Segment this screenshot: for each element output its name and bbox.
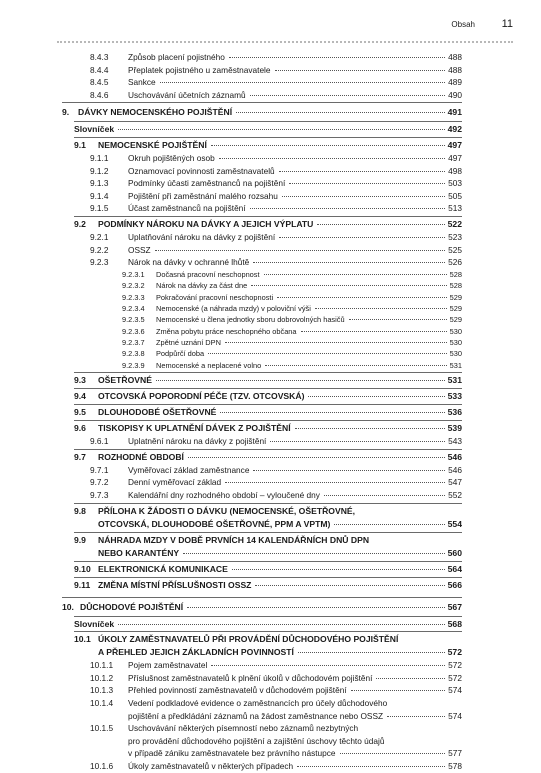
toc-entry-page: 522 xyxy=(447,218,462,229)
toc-entry-title: NEMOCENSKÉ POJIŠTĚNÍ xyxy=(98,139,207,150)
toc-entry-page: 574 xyxy=(448,685,462,696)
toc-section[interactable] xyxy=(62,422,462,435)
toc-subentry[interactable] xyxy=(62,292,462,303)
toc-entry-title: Nárok na dávky za část dne xyxy=(156,281,248,291)
toc-entry[interactable] xyxy=(62,76,462,89)
toc-entry-page: 560 xyxy=(447,547,462,558)
toc-entry-number: 9.6.1 xyxy=(90,436,109,447)
dot-leader xyxy=(349,319,447,320)
section-divider xyxy=(74,216,462,217)
section-divider xyxy=(74,420,462,421)
toc-entry[interactable] xyxy=(62,489,462,502)
table-of-contents xyxy=(62,51,462,773)
toc-entry[interactable] xyxy=(62,659,462,672)
toc-subentry[interactable] xyxy=(62,314,462,325)
toc-entry-page: 572 xyxy=(448,660,462,671)
toc-entry-number: 9.1.5 xyxy=(90,203,109,214)
toc-entry[interactable] xyxy=(62,177,462,190)
dot-leader xyxy=(255,585,444,586)
toc-entry-number: 9.6 xyxy=(74,423,86,434)
toc-entry-title: Pojem zaměstnavatel xyxy=(128,660,208,671)
toc-entry-title: Slovníček xyxy=(74,618,115,629)
section-divider xyxy=(74,503,462,504)
dot-leader xyxy=(315,308,447,309)
toc-entry-page: 530 xyxy=(449,326,462,336)
section-divider xyxy=(74,616,462,617)
toc-entry-number: 9.4 xyxy=(74,391,86,402)
dot-leader xyxy=(251,285,446,286)
toc-chapter-number: 9. xyxy=(62,107,70,118)
dot-leader xyxy=(250,208,446,209)
toc-entry-number: 8.4.6 xyxy=(90,89,109,100)
toc-entry-title: Vedení podkladové evidence o zaměstnancích pro účely důchodového xyxy=(128,697,388,708)
toc-section[interactable] xyxy=(62,505,462,518)
toc-entry-number: 9.2.3.9 xyxy=(122,360,145,370)
toc-entry-page: 552 xyxy=(448,490,462,501)
toc-section[interactable] xyxy=(62,374,462,387)
dot-leader xyxy=(220,412,444,413)
toc-entry[interactable] xyxy=(62,231,462,244)
dot-leader xyxy=(156,380,445,381)
toc-entry-title: Nemocenské (a náhrada mzdy) v poloviční výši xyxy=(156,303,311,313)
toc-section-continued[interactable] xyxy=(62,518,462,531)
dot-leader xyxy=(282,196,445,197)
toc-entry-number: 9.8 xyxy=(74,505,86,516)
toc-entry[interactable] xyxy=(62,476,462,489)
dot-leader xyxy=(155,250,446,251)
toc-entry-number: 9.5 xyxy=(74,407,86,418)
toc-section[interactable] xyxy=(62,534,462,547)
toc-entry-number: 9.7 xyxy=(74,451,86,462)
toc-chapter-title: DÁVKY NEMOCENSKÉHO POJIŠTĚNÍ xyxy=(78,107,233,118)
dot-leader xyxy=(208,353,447,354)
toc-entry-page: 529 xyxy=(449,303,462,313)
toc-entry-number: 9.2.3.2 xyxy=(122,281,145,291)
toc-entry[interactable] xyxy=(62,89,462,102)
toc-entry-page: 543 xyxy=(448,436,462,447)
toc-entry-number: 9.2.3.1 xyxy=(122,269,145,279)
toc-entry-page: 529 xyxy=(449,292,462,302)
toc-entry-number: 9.1 xyxy=(74,139,86,150)
toc-entry-title: Denní vyměřovací základ xyxy=(128,477,222,488)
toc-entry-title: Podpůrčí doba xyxy=(156,349,205,359)
toc-entry[interactable] xyxy=(62,697,462,710)
toc-entry-number: 9.2.3 xyxy=(90,257,109,268)
toc-chapter-page: 567 xyxy=(447,601,462,612)
toc-entry-page: 523 xyxy=(448,231,462,242)
dot-leader xyxy=(301,331,447,332)
toc-entry-number: 9.2.3.7 xyxy=(122,338,145,348)
toc-entry-title: PODMÍNKY NÁROKU NA DÁVKY A JEJICH VÝPLATU xyxy=(98,218,314,229)
toc-entry-title: Účast zaměstnanců na pojištění xyxy=(128,203,246,214)
toc-entry[interactable] xyxy=(62,202,462,215)
section-divider xyxy=(74,404,462,405)
toc-entry-title: Uschovávání některých písemností nebo záznamů nezbytných xyxy=(128,723,359,734)
toc-chapter-title: DŮCHODOVÉ POJIŠTĚNÍ xyxy=(80,601,184,612)
dot-leader xyxy=(188,457,445,458)
toc-subentry[interactable] xyxy=(62,269,462,280)
toc-entry-title: Podmínky účasti zaměstnanců na pojištění xyxy=(128,178,286,189)
toc-entry-number: 9.9 xyxy=(74,534,86,545)
toc-entry-title: OTCOVSKÁ, DLOUHODOBÉ OŠETŘOVNÉ, PPM A VPTM) xyxy=(98,518,331,529)
dot-leader xyxy=(387,716,445,717)
dot-leader xyxy=(308,396,444,397)
toc-entry-title: Pokračování pracovní neschopnosti xyxy=(156,292,274,302)
toc-entry-title: Zpětné uznání DPN xyxy=(156,338,221,348)
section-divider xyxy=(74,631,462,632)
section-divider xyxy=(74,121,462,122)
toc-entry-title: ZMĚNA MÍSTNÍ PŘÍSLUŠNOSTI OSSZ xyxy=(98,579,252,590)
toc-section[interactable] xyxy=(62,451,462,464)
dot-leader xyxy=(295,428,445,429)
header-dotted-rule xyxy=(57,41,513,43)
toc-entry-page: 528 xyxy=(449,269,462,279)
toc-entry-continued[interactable] xyxy=(62,735,462,748)
dot-leader xyxy=(324,495,445,496)
toc-entry[interactable] xyxy=(62,152,462,165)
toc-subentry[interactable] xyxy=(62,326,462,337)
toc-entry-continued[interactable] xyxy=(62,747,462,760)
toc-entry-title: ROZHODNÉ OBDOBÍ xyxy=(98,451,184,462)
toc-entry-page: 554 xyxy=(447,518,462,529)
toc-entry-title: OSSZ xyxy=(128,244,151,255)
toc-entry-page: 497 xyxy=(447,139,462,150)
toc-entry[interactable] xyxy=(62,684,462,697)
toc-entry-title: Vyměřovací základ zaměstnance xyxy=(128,464,250,475)
toc-entry-number: 9.2.3.4 xyxy=(122,303,145,313)
toc-entry-page: 536 xyxy=(447,407,462,418)
toc-chapter[interactable] xyxy=(62,104,462,120)
toc-chapter-number: 10. xyxy=(62,601,74,612)
dot-leader xyxy=(279,237,445,238)
dot-leader xyxy=(253,470,445,471)
toc-entry-title: Sankce xyxy=(128,77,156,88)
toc-entry-number: 9.1.2 xyxy=(90,165,109,176)
dot-leader xyxy=(160,82,445,83)
toc-entry[interactable] xyxy=(62,165,462,178)
toc-entry-page: 530 xyxy=(449,349,462,359)
toc-chapter-page: 491 xyxy=(447,107,462,118)
dot-leader xyxy=(219,158,445,159)
toc-entry[interactable] xyxy=(62,464,462,477)
toc-subentry[interactable] xyxy=(62,303,462,314)
toc-entry-page: 566 xyxy=(447,579,462,590)
dot-leader xyxy=(351,690,446,691)
toc-entry-title: Dočasná pracovní neschopnost xyxy=(156,269,260,279)
toc-entry-number: 9.7.2 xyxy=(90,477,109,488)
section-divider xyxy=(74,561,462,562)
toc-entry[interactable] xyxy=(62,722,462,735)
toc-entry[interactable] xyxy=(62,435,462,448)
toc-entry-page: 539 xyxy=(447,423,462,434)
toc-entry-number: 9.7.3 xyxy=(90,490,109,501)
toc-entry-title: Přehled povinností zaměstnavatelů v důchodovém pojištění xyxy=(128,685,347,696)
page-number: 11 xyxy=(501,18,513,30)
section-divider xyxy=(74,137,462,138)
toc-entry-title: Oznamovací povinnosti zaměstnavatelů xyxy=(128,165,275,176)
toc-chapter[interactable] xyxy=(62,599,462,615)
toc-entry-title: v případě zániku zaměstnavatele bez právního nástupce xyxy=(128,748,336,759)
toc-subentry[interactable] xyxy=(62,280,462,291)
toc-entry-page: 513 xyxy=(448,203,462,214)
dot-leader xyxy=(298,652,445,653)
toc-entry-title: Slovníček xyxy=(74,124,115,135)
toc-subentry[interactable] xyxy=(62,337,462,348)
dot-leader xyxy=(211,665,445,666)
section-divider xyxy=(74,388,462,389)
toc-entry-title: Uschovávání účetních záznamů xyxy=(128,89,246,100)
toc-entry-page: 572 xyxy=(448,672,462,683)
toc-entry-page: 574 xyxy=(448,710,462,721)
toc-entry-number: 9.2.3.3 xyxy=(122,292,145,302)
toc-entry-number: 9.7.1 xyxy=(90,464,109,475)
toc-entry-page: 528 xyxy=(449,281,462,291)
toc-entry-title: Okruh pojištěných osob xyxy=(128,152,215,163)
toc-entry-title: Nemocenské u člena jednotky sboru dobrovolných hasičů xyxy=(156,315,345,325)
toc-entry-number: 9.2.3.8 xyxy=(122,349,145,359)
toc-entry-number: 8.4.5 xyxy=(90,77,109,88)
toc-section[interactable] xyxy=(62,563,462,576)
toc-entry-number: 10.1.5 xyxy=(90,723,114,734)
toc-entry-page: 492 xyxy=(447,124,462,135)
dot-leader xyxy=(275,70,446,71)
toc-entry[interactable] xyxy=(62,256,462,269)
toc-subentry[interactable] xyxy=(62,348,462,359)
toc-entry[interactable] xyxy=(62,672,462,685)
toc-entry-title: Úkoly zaměstnavatelů v některých případech xyxy=(128,760,294,771)
dot-leader xyxy=(270,441,445,442)
dot-leader xyxy=(289,183,445,184)
toc-glossary[interactable] xyxy=(62,123,462,136)
toc-glossary[interactable] xyxy=(62,618,462,631)
toc-entry-page: 577 xyxy=(448,748,462,759)
toc-entry-title: Nemocenské a neplacené volno xyxy=(156,360,262,370)
toc-entry-page: 488 xyxy=(448,52,462,62)
dot-leader xyxy=(279,171,446,172)
toc-section[interactable] xyxy=(62,218,462,231)
chapter-divider xyxy=(62,102,462,103)
toc-entry[interactable] xyxy=(62,51,462,64)
toc-section[interactable] xyxy=(62,579,462,592)
dot-leader xyxy=(264,274,447,275)
dot-leader xyxy=(317,224,444,225)
toc-entry-title: NÁHRADA MZDY V DOBĚ PRVNÍCH 14 KALENDÁŘNÍCH DNŮ DPN xyxy=(98,534,370,545)
dot-leader xyxy=(118,624,445,625)
toc-entry-title: Nárok na dávky v ochranné lhůtě xyxy=(128,257,250,268)
toc-entry-page: 533 xyxy=(447,391,462,402)
dot-leader xyxy=(211,145,445,146)
toc-entry-number: 9.2 xyxy=(74,218,86,229)
toc-entry-title: Kalendářní dny rozhodného období – vyloučené dny xyxy=(128,490,320,501)
toc-entry-title: Příslušnost zaměstnavatelů k plnění úkolů v důchodovém pojištění xyxy=(128,672,373,683)
toc-entry-title: NEBO KARANTÉNY xyxy=(98,547,180,558)
toc-entry-page: 546 xyxy=(448,464,462,475)
toc-entry-title: ÚKOLY ZAMĚSTNAVATELŮ PŘI PROVÁDĚNÍ DŮCHODOVÉHO POJIŠTĚNÍ xyxy=(98,634,399,645)
toc-entry-page: 498 xyxy=(448,165,462,176)
toc-entry-number: 9.1.1 xyxy=(90,152,109,163)
toc-entry-page: 488 xyxy=(448,64,462,75)
toc-entry-number: 9.2.1 xyxy=(90,231,109,242)
toc-section[interactable] xyxy=(62,406,462,419)
dot-leader xyxy=(229,57,445,58)
toc-entry-number: 8.4.4 xyxy=(90,64,109,75)
toc-entry[interactable] xyxy=(62,190,462,203)
toc-entry-number: 10.1.4 xyxy=(90,697,114,708)
toc-entry-number: 9.3 xyxy=(74,375,86,386)
toc-entry-page: 526 xyxy=(448,257,462,268)
toc-entry-page: 568 xyxy=(447,618,462,629)
toc-entry-title: pojištění a předkládání záznamů na žádost zaměstnance nebo OSSZ xyxy=(128,710,384,721)
dot-leader xyxy=(232,569,445,570)
toc-entry[interactable] xyxy=(62,64,462,77)
toc-entry-page: 490 xyxy=(448,89,462,100)
toc-entry-page: 572 xyxy=(447,647,462,658)
toc-entry-number: 10.1.6 xyxy=(90,760,114,771)
toc-section[interactable] xyxy=(62,390,462,403)
toc-entry-number: 10.1.2 xyxy=(90,672,114,683)
dot-leader xyxy=(236,112,445,113)
toc-section[interactable] xyxy=(62,633,462,646)
toc-entry-page: 547 xyxy=(448,477,462,488)
toc-entry-number: 10.1.3 xyxy=(90,685,114,696)
section-divider xyxy=(74,372,462,373)
toc-entry-page: 525 xyxy=(448,244,462,255)
toc-entry-title: Přeplatek pojistného u zaměstnavatele xyxy=(128,64,271,75)
section-divider xyxy=(74,449,462,450)
dot-leader xyxy=(183,553,444,554)
dot-leader xyxy=(340,753,446,754)
toc-entry-page: 489 xyxy=(448,77,462,88)
toc-section-continued[interactable] xyxy=(62,547,462,560)
toc-entry-title: OŠETŘOVNÉ xyxy=(98,375,152,386)
toc-entry-number: 10.1.1 xyxy=(90,660,114,671)
dot-leader xyxy=(277,297,447,298)
toc-entry-page: 578 xyxy=(448,760,462,771)
toc-entry-title: Uplatňování nároku na dávky z pojištění xyxy=(128,231,276,242)
dot-leader xyxy=(187,607,445,608)
toc-entry-number: 10.1 xyxy=(74,634,91,645)
toc-entry-page: 530 xyxy=(449,338,462,348)
toc-entry-number: 9.1.4 xyxy=(90,190,109,201)
toc-entry-continued[interactable] xyxy=(62,710,462,723)
toc-entry-page: 531 xyxy=(447,375,462,386)
toc-entry-title: A PŘEHLED JEJICH ZÁKLADNÍCH POVINNOSTÍ xyxy=(98,647,294,658)
dot-leader xyxy=(250,95,446,96)
toc-entry-title: ELEKTRONICKÁ KOMUNIKACE xyxy=(98,563,228,574)
dot-leader xyxy=(225,342,447,343)
toc-subentry[interactable] xyxy=(62,360,462,371)
running-header-title: Obsah xyxy=(451,20,475,29)
toc-entry-page: 497 xyxy=(448,152,462,163)
toc-section-continued[interactable] xyxy=(62,646,462,659)
toc-entry-page: 503 xyxy=(448,178,462,189)
toc-entry-title: Způsob placení pojistného xyxy=(128,52,225,62)
dot-leader xyxy=(225,482,445,483)
toc-entry-number: 9.2.2 xyxy=(90,244,109,255)
toc-entry-page: 546 xyxy=(447,451,462,462)
toc-section[interactable] xyxy=(62,139,462,152)
toc-entry-number: 9.10 xyxy=(74,563,91,574)
toc-entry-title: Pojištění při zaměstnání malého rozsahu xyxy=(128,190,278,201)
toc-entry-title: Uplatnění nároku na dávky z pojištění xyxy=(128,436,267,447)
chapter-divider xyxy=(62,597,462,598)
toc-entry-number: 9.1.3 xyxy=(90,178,109,189)
section-divider xyxy=(74,532,462,533)
toc-entry-title: TISKOPISY K UPLATNĚNÍ DÁVEK Z POJIŠTĚNÍ xyxy=(98,423,291,434)
toc-entry-page: 531 xyxy=(449,360,462,370)
toc-entry-number: 9.11 xyxy=(74,579,91,590)
dot-leader xyxy=(376,678,445,679)
dot-leader xyxy=(253,262,445,263)
toc-entry-number: 8.4.3 xyxy=(90,52,109,62)
toc-entry-title: DLOUHODOBÉ OŠETŘOVNÉ xyxy=(98,407,217,418)
toc-entry-title: Změna pobytu práce neschopného občana xyxy=(156,326,297,336)
toc-entry-title: OTCOVSKÁ POPORODNÍ PÉČE (TZV. OTCOVSKÁ) xyxy=(98,391,305,402)
toc-entry-title: pro provádění důchodového pojištění a zajištění úschovy těchto údajů xyxy=(128,735,385,746)
dot-leader xyxy=(265,365,446,366)
toc-entry-page: 529 xyxy=(449,315,462,325)
dot-leader xyxy=(334,524,444,525)
section-divider xyxy=(74,577,462,578)
dot-leader xyxy=(297,766,445,767)
toc-entry-number: 9.2.3.6 xyxy=(122,326,145,336)
toc-entry-page: 505 xyxy=(448,190,462,201)
toc-entry-page: 564 xyxy=(447,563,462,574)
dot-leader xyxy=(118,129,445,130)
toc-entry-title: PŘÍLOHA K ŽÁDOSTI O DÁVKU (NEMOCENSKÉ, OŠETŘOVNÉ, xyxy=(98,505,356,516)
toc-entry[interactable] xyxy=(62,244,462,257)
toc-entry[interactable] xyxy=(62,760,462,773)
toc-entry-number: 9.2.3.5 xyxy=(122,315,145,325)
